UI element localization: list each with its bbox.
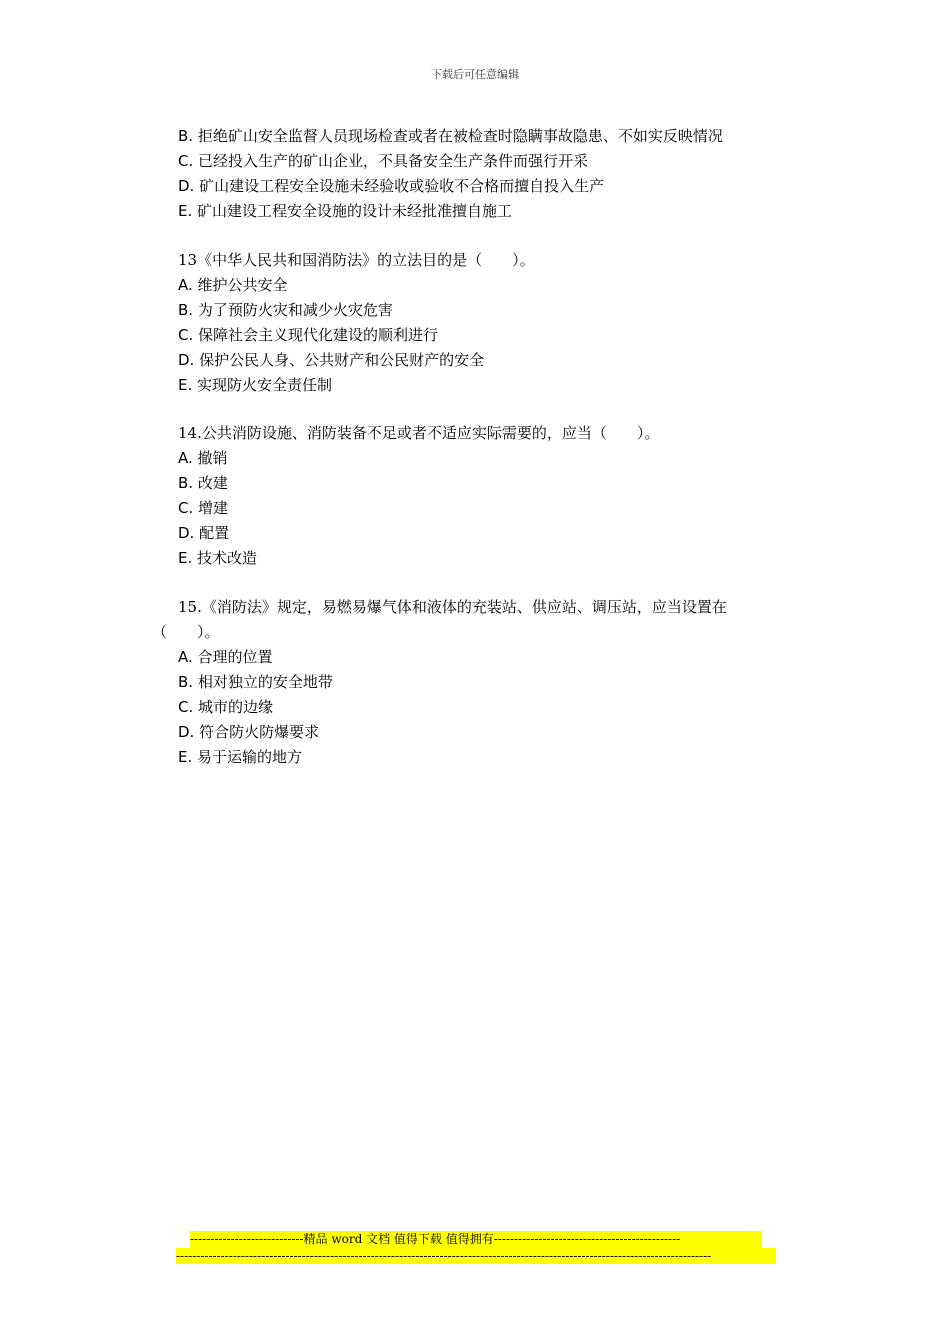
q14-option-b: [178, 473, 228, 493]
option-text: 配置: [199, 524, 230, 542]
option-letter: E.: [178, 549, 193, 567]
option-text: 城市的边缘: [198, 698, 274, 716]
q14-option-d: [178, 523, 229, 543]
q15-option-d: [178, 722, 319, 742]
q15-stem-line1: 15.《消防法》规定，易燃易爆气体和液体的充装站、供应站、调压站，应当设置在: [178, 598, 727, 616]
option-letter: C.: [178, 152, 194, 170]
q12-option-c: [178, 151, 588, 171]
q13-option-a: [178, 275, 288, 295]
option-text: 符合防火防爆要求: [199, 723, 320, 741]
option-letter: D.: [178, 351, 195, 369]
option-text: 易于运输的地方: [197, 748, 303, 766]
option-text: 为了预防火灾和减少火灾危害: [197, 301, 393, 319]
option-text: 保护公民人身、公共财产和公民财产的安全: [199, 351, 485, 369]
q15-option-a: [178, 647, 273, 667]
q15-option-b: [178, 672, 333, 692]
option-text: 保障社会主义现代化建设的顺利进行: [198, 326, 439, 344]
option-text: 矿山建设工程安全设施的设计未经批准擅自施工: [197, 202, 513, 220]
q13-option-d: [178, 350, 484, 370]
q15-option-e: [178, 747, 302, 767]
option-letter: C.: [178, 499, 194, 517]
option-letter: A.: [178, 449, 193, 467]
q15-stem-line2: （ ）。: [152, 623, 220, 641]
q14-option-a: [178, 448, 228, 468]
footer-banner: ----------------------------精品 word 文档 值得下载 值得拥有----------------------------------------------: [190, 1231, 762, 1248]
option-letter: B.: [178, 301, 194, 319]
option-letter: B.: [178, 127, 194, 145]
q12-option-e: [178, 201, 512, 221]
q14-stem: 14.公共消防设施、消防装备不足或者不适应实际需要的，应当（ ）。: [178, 424, 660, 442]
option-letter: B.: [178, 474, 194, 492]
option-text: 已经投入生产的矿山企业，不具备安全生产条件而强行开采: [198, 152, 589, 170]
q12-option-b: [178, 126, 723, 146]
option-text: 实现防火安全责任制: [197, 376, 333, 394]
option-text: 合理的位置: [197, 648, 273, 666]
option-text: 拒绝矿山安全监督人员现场检查或者在被检查时隐瞒事故隐患、不如实反映情况: [197, 127, 723, 145]
option-letter: A.: [178, 648, 193, 666]
q13-option-e: [178, 375, 332, 395]
option-letter: E.: [178, 376, 193, 394]
option-text: 技术改造: [197, 549, 258, 567]
option-text: 矿山建设工程安全设施未经验收或验收不合格而擅自投入生产: [199, 177, 605, 195]
page-header: 下载后可任意编辑: [431, 68, 519, 81]
footer-divider: ------------------------------------------------------------------------------------------------------------------------------------: [176, 1248, 776, 1264]
q14-option-c: [178, 498, 228, 518]
option-text: 维护公共安全: [197, 276, 288, 294]
option-text: 改建: [197, 474, 228, 492]
option-letter: E.: [178, 202, 193, 220]
q13-stem: 13《中华人民共和国消防法》的立法目的是（ ）。: [178, 251, 535, 269]
option-letter: C.: [178, 326, 194, 344]
q13-option-c: [178, 325, 438, 345]
option-letter: C.: [178, 698, 194, 716]
q15-option-c: [178, 697, 273, 717]
option-text: 撤销: [197, 449, 228, 467]
q12-option-d: [178, 176, 604, 196]
option-text: 增建: [198, 499, 229, 517]
option-letter: B.: [178, 673, 194, 691]
q14-option-e: [178, 548, 257, 568]
option-letter: D.: [178, 723, 195, 741]
option-letter: D.: [178, 177, 195, 195]
option-letter: E.: [178, 748, 193, 766]
q13-option-b: [178, 300, 393, 320]
option-letter: A.: [178, 276, 193, 294]
option-letter: D.: [178, 524, 195, 542]
option-text: 相对独立的安全地带: [197, 673, 333, 691]
